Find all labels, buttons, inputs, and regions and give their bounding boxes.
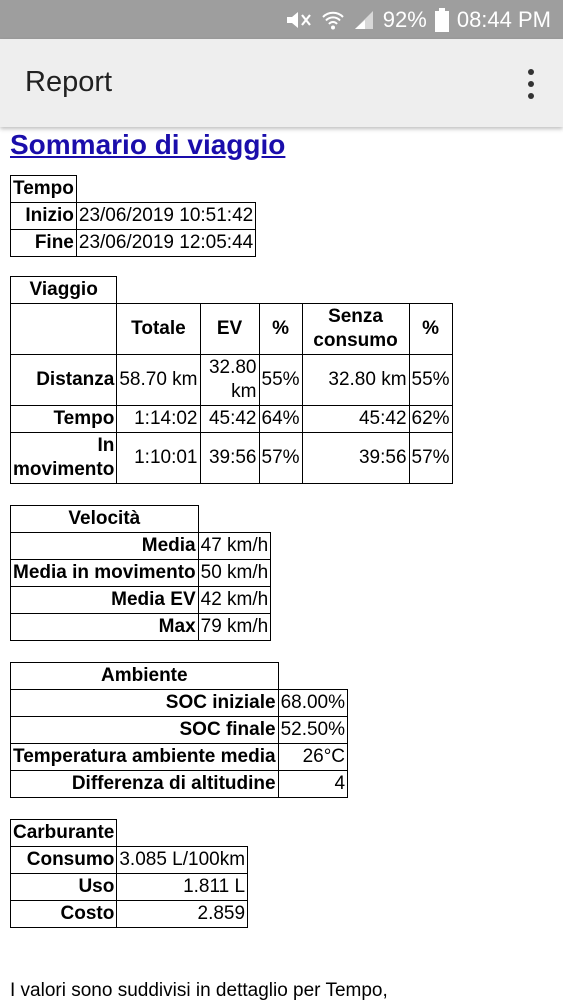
cell: 68.00%	[278, 690, 347, 717]
row-label: SOC iniziale	[11, 690, 279, 717]
cell: 39:56	[200, 433, 259, 484]
row-label: Media EV	[11, 587, 199, 614]
report-content	[10, 127, 555, 928]
summary-title[interactable]: Sommario di viaggio	[10, 129, 286, 160]
row-label: Max	[11, 614, 199, 641]
signal-icon	[353, 9, 375, 31]
row-label: SOC finale	[11, 717, 279, 744]
tempo-value: 23/06/2019 10:51:42	[76, 203, 255, 230]
viaggio-table	[10, 276, 453, 484]
tempo-table	[10, 175, 256, 257]
row-label: Temperatura ambiente media	[11, 744, 279, 771]
row-label: Distanza	[11, 355, 117, 406]
viaggio-header: Viaggio	[11, 277, 117, 304]
cell: 4	[278, 771, 347, 798]
cell: 50 km/h	[198, 560, 271, 587]
cell: 62%	[409, 406, 452, 433]
cell: 32.80 km	[302, 355, 409, 406]
column-header: %	[259, 304, 302, 355]
tempo-label: Inizio	[11, 203, 77, 230]
carburante-header: Carburante	[11, 820, 117, 847]
row-label: Media in movimento	[11, 560, 199, 587]
app-bar	[0, 39, 563, 127]
column-header: Totale	[117, 304, 200, 355]
cell: 42 km/h	[198, 587, 271, 614]
footer-note: I valori sono suddivisi in dettaglio per Tempo,	[10, 980, 388, 1001]
ambiente-header: Ambiente	[11, 663, 279, 690]
row-label: Costo	[11, 901, 117, 928]
clock: 08:44 PM	[456, 6, 551, 32]
cell: 57%	[259, 433, 302, 484]
cell: 1.811 L	[117, 874, 248, 901]
carburante-table	[10, 819, 248, 928]
row-label: Media	[11, 533, 199, 560]
cell: 1:14:02	[117, 406, 200, 433]
cell: 45:42	[200, 406, 259, 433]
battery-icon	[435, 8, 449, 32]
cell: 58.70 km	[117, 355, 200, 406]
mute-icon	[283, 9, 313, 31]
row-label: In movimento	[11, 433, 117, 484]
cell: 2.859	[117, 901, 248, 928]
wifi-icon	[321, 9, 345, 31]
row-label: Consumo	[11, 847, 117, 874]
cell: 1:10:01	[117, 433, 200, 484]
battery-percent: 92%	[382, 6, 427, 32]
column-header: EV	[200, 304, 259, 355]
row-label: Uso	[11, 874, 117, 901]
overflow-menu-icon[interactable]	[525, 69, 537, 99]
cell: 79 km/h	[198, 614, 271, 641]
row-label: Differenza di altitudine	[11, 771, 279, 798]
cell: 39:56	[302, 433, 409, 484]
cell: 55%	[259, 355, 302, 406]
cell: 57%	[409, 433, 452, 484]
status-bar	[0, 0, 563, 39]
column-header: %	[409, 304, 452, 355]
velocita-table	[10, 505, 271, 641]
ambiente-table	[10, 662, 348, 798]
cell: 64%	[259, 406, 302, 433]
cell: 26°C	[278, 744, 347, 771]
tempo-header: Tempo	[11, 176, 77, 203]
cell: 55%	[409, 355, 452, 406]
cell: 52.50%	[278, 717, 347, 744]
column-header: Senza consumo	[302, 304, 409, 355]
row-label: Tempo	[11, 406, 117, 433]
tempo-label: Fine	[11, 230, 77, 257]
tempo-value: 23/06/2019 12:05:44	[76, 230, 255, 257]
velocita-header: Velocità	[11, 506, 199, 533]
cell: 32.80 km	[200, 355, 259, 406]
cell: 45:42	[302, 406, 409, 433]
page-title: Report	[25, 66, 113, 98]
cell: 3.085 L/100km	[117, 847, 248, 874]
cell: 47 km/h	[198, 533, 271, 560]
